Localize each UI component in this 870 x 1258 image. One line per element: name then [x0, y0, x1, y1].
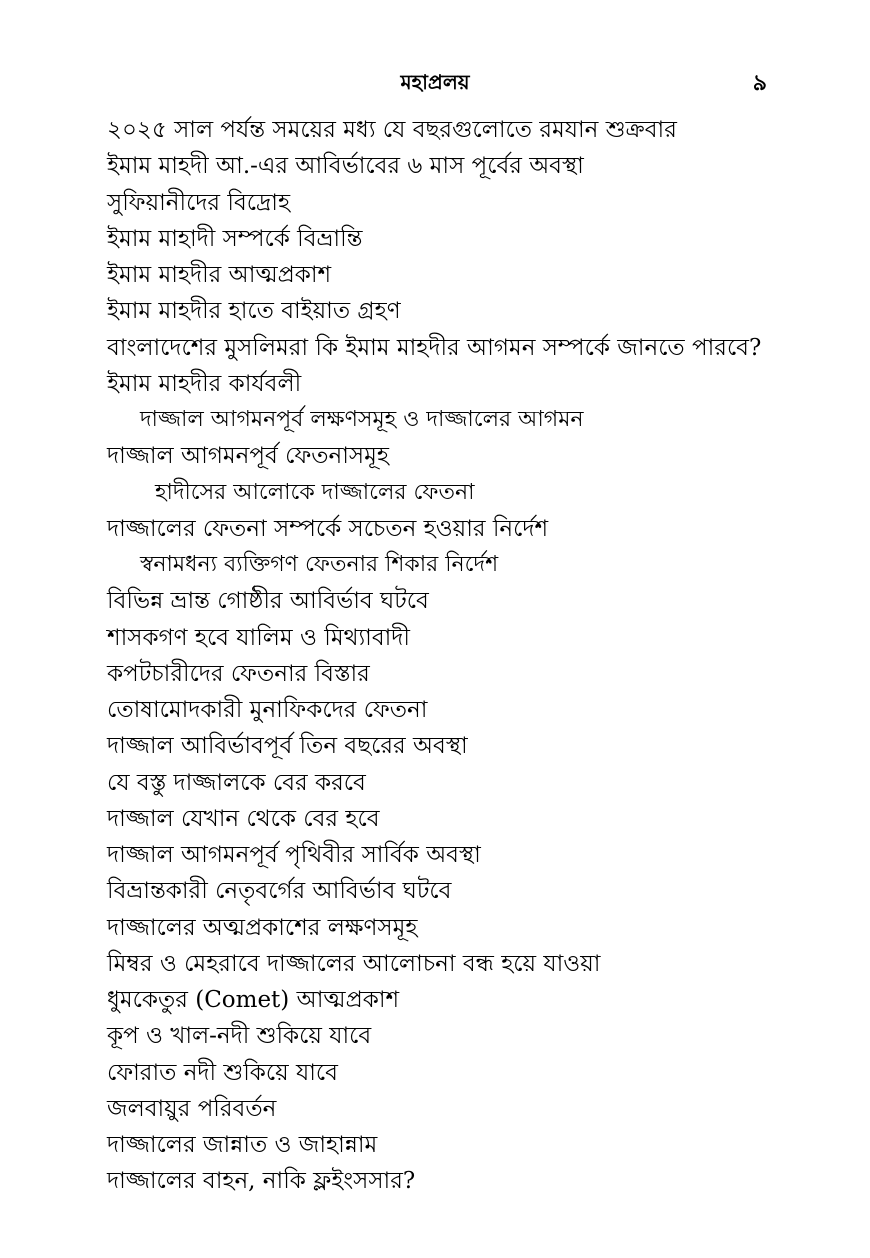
page-number: ৯	[752, 70, 767, 96]
toc-entry: ইমাম মাহদীর হাতে বাইয়াত গ্রহণ	[107, 298, 401, 325]
table-of-contents	[107, 112, 807, 1200]
toc-entry: বিভিন্ন ভ্রান্ত গোষ্ঠীর আবির্ভাব ঘটবে	[107, 588, 429, 615]
toc-entry: বিভ্রান্তকারী নেতৃবর্গের আবির্ভাব ঘটবে	[107, 878, 452, 905]
toc-entry: ইমাম মাহদীর কার্যবলী	[107, 370, 302, 397]
page-header	[0, 64, 870, 98]
toc-entry: যে বস্তু দাজ্জালকে বের করবে	[107, 769, 366, 796]
toc-entry: ইমাম মাহাদী সম্পর্কে বিভ্রান্তি	[107, 225, 363, 252]
toc-entry: ২০২৫ সাল পর্যন্ত সময়ের মধ্য যে বছরগুলোতে রমযান শুক্রবার	[107, 117, 677, 143]
toc-entry: দাজ্জালের ফেতনা সম্পর্কে সচেতন হওয়ার নির্দেশ	[107, 515, 549, 542]
toc-entry: কপটচারীদের ফেতনার বিস্তার	[107, 660, 370, 687]
toc-entry: স্বনামধন্য ব্যক্তিগণ ফেতনার শিকার নির্দেশ	[140, 552, 499, 577]
toc-entry: ইমাম মাহদী আ.-এর আবির্ভাবের ৬ মাস পূর্বের অবস্থা	[107, 153, 584, 180]
toc-entry: দাজ্জাল আগমনপূর্ব ফেতনাসমূহ	[107, 443, 389, 470]
toc-entry: দাজ্জালের বাহন, নাকি ফ্লইংসসার?	[107, 1168, 416, 1195]
toc-entry: দাজ্জালের অত্মপ্রকাশের লক্ষণসমূহ	[107, 914, 418, 941]
toc-entry: তোষামোদকারী মুনাফিকদের ফেতনা	[107, 697, 428, 723]
toc-entry: শাসকগণ হবে যালিম ও মিথ্যাবাদী	[107, 624, 410, 651]
toc-entry: দাজ্জালের জান্নাত ও জাহান্নাম	[107, 1132, 378, 1158]
toc-entry: সুফিয়ানীদের বিদ্রোহ	[107, 189, 291, 216]
toc-entry: দাজ্জাল আবির্ভাবপূর্ব তিন বছরের অবস্থা	[107, 733, 468, 760]
toc-entry: দাজ্জাল আগমনপূর্ব পৃথিবীর সার্বিক অবস্থা	[107, 842, 481, 868]
toc-entry: মিম্বর ও মেহরাবে দাজ্জালের আলোচনা বন্ধ হয়ে যাওয়া	[107, 950, 601, 977]
toc-entry: কূপ ও খাল-নদী শুকিয়ে যাবে	[107, 1023, 372, 1050]
toc-entry: ফোরাত নদী শুকিয়ে যাবে	[107, 1059, 338, 1086]
toc-entry: বাংলাদেশের মুসলিমরা কি ইমাম মাহদীর আগমন সম্পর্কে জানতে পারবে?	[107, 334, 762, 361]
toc-entry: জলবায়ুর পরিবর্তন	[107, 1095, 277, 1122]
toc-entry: দাজ্জাল যেখান থেকে বের হবে	[107, 805, 380, 832]
toc-entry: ইমাম মাহদীর আত্মপ্রকাশ	[107, 262, 332, 288]
toc-entry: ধুমকেতুর (Comet) আত্মপ্রকাশ	[107, 987, 400, 1013]
running-title: মহাপ্রলয়	[400, 70, 470, 94]
toc-entry: দাজ্জাল আগমনপূর্ব লক্ষণসমূহ ও দাজ্জালের আগমন	[140, 407, 584, 432]
toc-entry: হাদীসের আলোকে দাজ্জালের ফেতনা	[155, 479, 475, 505]
